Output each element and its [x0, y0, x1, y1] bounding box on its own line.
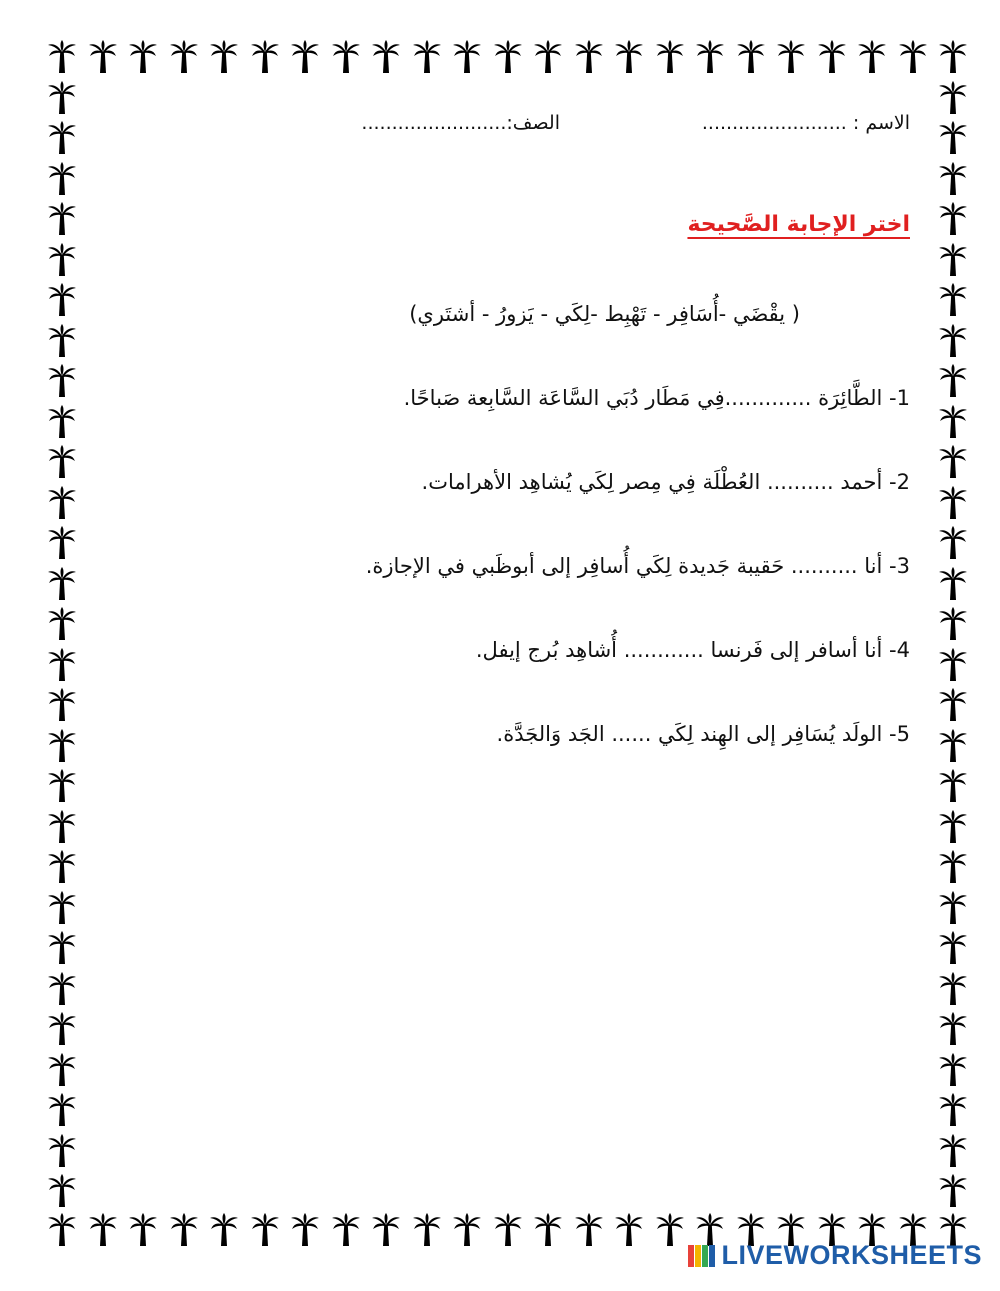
- palm-tree-icon: [938, 162, 968, 196]
- palm-tree-icon: [938, 81, 968, 115]
- liveworksheets-logo-icon: [687, 1243, 717, 1269]
- palm-tree-icon: [938, 891, 968, 925]
- palm-tree-icon: [938, 364, 968, 398]
- palm-tree-icon: [47, 445, 77, 479]
- palm-tree-icon: [938, 324, 968, 358]
- palm-tree-icon: [938, 810, 968, 844]
- palm-tree-icon: [938, 1174, 968, 1208]
- palm-tree-icon: [938, 445, 968, 479]
- instruction-heading: اختر الإجابة الصَّحيحة: [687, 212, 910, 237]
- palm-tree-icon: [938, 405, 968, 439]
- palm-tree-icon: [47, 202, 77, 236]
- palm-tree-icon: [938, 1134, 968, 1168]
- palm-tree-icon: [47, 1134, 77, 1168]
- palm-tree-icon: [47, 688, 77, 722]
- palm-tree-icon: [938, 486, 968, 520]
- palm-tree-icon: [47, 1174, 77, 1208]
- palm-tree-icon: [47, 283, 77, 317]
- palm-tree-icon: [938, 121, 968, 155]
- palm-tree-icon: [938, 1053, 968, 1087]
- palm-tree-icon: [47, 121, 77, 155]
- palm-tree-icon: [47, 769, 77, 803]
- palm-tree-icon: [938, 1012, 968, 1046]
- palm-tree-icon: [47, 405, 77, 439]
- palm-tree-icon: [47, 1093, 77, 1127]
- palm-tree-icon: [938, 202, 968, 236]
- palm-tree-icon: [47, 972, 77, 1006]
- palm-tree-icon: [938, 526, 968, 560]
- palm-tree-icon: [938, 567, 968, 601]
- palm-tree-icon: [47, 648, 77, 682]
- palm-tree-icon: [47, 850, 77, 884]
- palm-tree-icon: [938, 1093, 968, 1127]
- palm-tree-icon: [938, 850, 968, 884]
- palm-tree-icon: [938, 769, 968, 803]
- palm-tree-icon: [47, 931, 77, 965]
- palm-tree-icon: [938, 688, 968, 722]
- liveworksheets-brand: [687, 1240, 982, 1271]
- palm-tree-icon: [47, 40, 77, 74]
- question-1: 1- الطَّائِرَة .............فِي مَطَار دُبَي السَّاعَة السَّابِعة صَباحًا.: [403, 386, 910, 410]
- palm-tree-icon: [47, 891, 77, 925]
- palm-tree-icon: [938, 40, 968, 74]
- palm-tree-icon: [47, 607, 77, 641]
- palm-tree-icon: [47, 1012, 77, 1046]
- palm-tree-icon: [47, 567, 77, 601]
- class-field-label: الصف:........................: [361, 112, 560, 134]
- question-5: 5- الولَد يُسَافِر إلى الهِند لِكَي ...... الجَد وَالجَدَّة.: [496, 722, 910, 746]
- palm-tree-icon: [938, 243, 968, 277]
- name-field-label: الاسم : ........................: [701, 112, 910, 134]
- palm-tree-icon: [47, 810, 77, 844]
- palm-tree-icon: [938, 283, 968, 317]
- palm-tree-icon: [47, 324, 77, 358]
- palm-tree-icon: [938, 648, 968, 682]
- palm-tree-icon: [47, 526, 77, 560]
- question-2: 2- أحمد .......... العُطْلَة فِي مِصر لِكَي يُشاهِد الأهرامات.: [421, 470, 910, 494]
- palm-tree-icon: [938, 972, 968, 1006]
- palm-tree-icon: [47, 1213, 77, 1247]
- question-3: 3- أنا .......... حَقيبة جَديدة لِكَي أُسافِر إلى أبوظَبي في الإجازة.: [365, 554, 910, 578]
- palm-tree-icon: [47, 162, 77, 196]
- brand-name: LIVEWORKSHEETS: [721, 1240, 982, 1270]
- palm-tree-icon: [47, 1053, 77, 1087]
- question-4: 4- أنا أسافر إلى فَرنسا ............ أُشاهِد بُرج إيفل.: [475, 638, 910, 662]
- palm-tree-icon: [47, 364, 77, 398]
- palm-tree-icon: [938, 931, 968, 965]
- palm-tree-icon: [47, 729, 77, 763]
- palm-tree-icon: [47, 81, 77, 115]
- word-bank: ( يقْضَي -أُسَافِر - تَهْبِط -لِكَي - يَزورُ - أشتَري): [409, 302, 800, 326]
- palm-tree-icon: [938, 607, 968, 641]
- worksheet-content: [90, 0, 910, 1291]
- palm-tree-icon: [47, 243, 77, 277]
- palm-tree-icon: [47, 486, 77, 520]
- palm-tree-icon: [938, 729, 968, 763]
